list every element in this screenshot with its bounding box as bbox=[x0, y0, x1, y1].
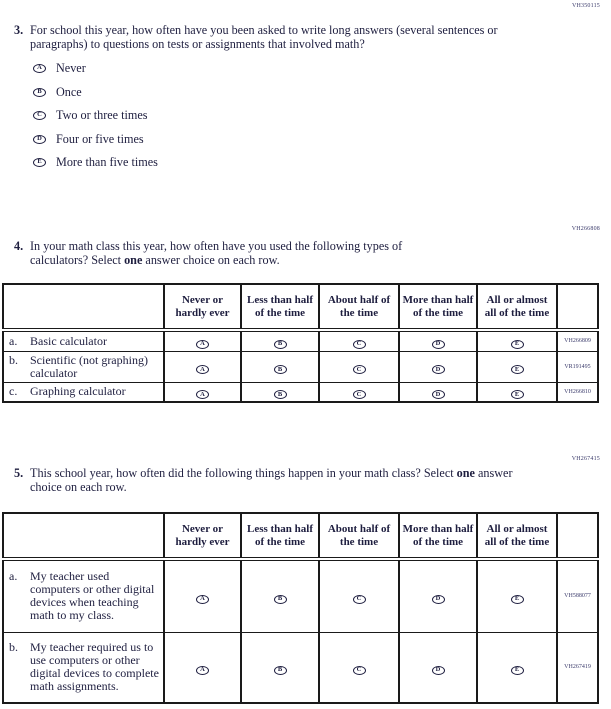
answer-bubble-e[interactable]: E bbox=[511, 340, 524, 349]
question-3-options bbox=[33, 62, 158, 180]
answer-bubble-c[interactable]: C bbox=[353, 595, 366, 604]
q4-response-table bbox=[2, 283, 599, 403]
question-4-text: In your math class this year, how often have you used the following types of calculators? Select one answer choice on each row. bbox=[30, 239, 403, 267]
table-row-teacher-required-devices bbox=[3, 632, 598, 703]
question-4 bbox=[14, 239, 484, 267]
q5-response-table bbox=[2, 512, 599, 704]
item-code-q5: VH267415 bbox=[571, 456, 600, 462]
code-header-cell bbox=[557, 513, 598, 559]
column-header-never: Never or hardly ever bbox=[164, 284, 241, 330]
answer-bubble-b[interactable]: B bbox=[274, 666, 287, 675]
answer-bubble-b[interactable]: B bbox=[274, 365, 287, 374]
item-code-q4: VH266808 bbox=[571, 226, 600, 232]
answer-bubble-b[interactable]: B bbox=[274, 595, 287, 604]
column-header-about-half: About half of the time bbox=[319, 284, 399, 330]
row-label: My teacher required us to use computers or other digital devices to complete math assignments. bbox=[30, 640, 159, 694]
option-never[interactable] bbox=[33, 62, 158, 75]
row-label: Basic calculator bbox=[30, 333, 107, 348]
answer-bubble-d[interactable]: D bbox=[432, 666, 445, 675]
row-id: b. bbox=[9, 640, 18, 655]
question-5 bbox=[14, 466, 524, 494]
row-label: Graphing calculator bbox=[30, 384, 126, 398]
row-label: Scientific (not graphing) calculator bbox=[30, 352, 148, 380]
answer-bubble-a[interactable]: A bbox=[196, 666, 209, 675]
answer-bubble-d[interactable]: D bbox=[432, 340, 445, 349]
answer-bubble-d[interactable]: D bbox=[432, 365, 445, 374]
answer-bubble-c[interactable]: C bbox=[353, 365, 366, 374]
table-header-row bbox=[3, 513, 598, 559]
column-header-never: Never or hardly ever bbox=[164, 513, 241, 559]
table-row-graphing-calculator bbox=[3, 382, 598, 402]
question-4-number: 4. bbox=[14, 239, 24, 253]
column-header-all-or-almost-all: All or almost all of the time bbox=[477, 513, 557, 559]
question-5-text: This school year, how often did the following things happen in your math class? Select one answer choice on each row. bbox=[30, 466, 513, 494]
answer-bubble-a[interactable]: A bbox=[196, 390, 209, 399]
row-label: My teacher used computers or other digital devices when teaching math to my class. bbox=[30, 569, 155, 623]
answer-bubble-c[interactable]: C bbox=[33, 111, 46, 120]
table-header-row bbox=[3, 284, 598, 330]
answer-bubble-d[interactable]: D bbox=[33, 135, 46, 144]
question-3 bbox=[14, 23, 500, 51]
answer-bubble-a[interactable]: A bbox=[196, 340, 209, 349]
answer-bubble-e[interactable]: E bbox=[511, 595, 524, 604]
column-header-less-than-half: Less than half of the time bbox=[241, 513, 319, 559]
option-once[interactable] bbox=[33, 86, 158, 99]
answer-bubble-a[interactable]: A bbox=[33, 64, 46, 73]
answer-bubble-b[interactable]: B bbox=[274, 390, 287, 399]
answer-bubble-c[interactable]: C bbox=[353, 340, 366, 349]
answer-bubble-e[interactable]: E bbox=[33, 158, 46, 167]
row-item-code: VH588077 bbox=[557, 559, 598, 632]
table-row-scientific-calculator bbox=[3, 351, 598, 382]
answer-bubble-a[interactable]: A bbox=[196, 365, 209, 374]
row-item-code: VH266810 bbox=[557, 382, 598, 402]
item-code-q3: VH350115 bbox=[571, 3, 600, 9]
question-3-number: 3. bbox=[14, 23, 24, 37]
answer-bubble-e[interactable]: E bbox=[511, 666, 524, 675]
row-id: c. bbox=[9, 384, 18, 398]
option-two-or-three[interactable] bbox=[33, 109, 158, 122]
option-four-or-five[interactable] bbox=[33, 133, 158, 146]
row-item-code: VH267419 bbox=[557, 632, 598, 703]
answer-bubble-d[interactable]: D bbox=[432, 595, 445, 604]
answer-bubble-c[interactable]: C bbox=[353, 390, 366, 399]
row-id: a. bbox=[9, 333, 18, 348]
table-row-basic-calculator bbox=[3, 330, 598, 351]
option-label: Two or three times bbox=[56, 108, 148, 122]
row-id: a. bbox=[9, 569, 18, 584]
answer-bubble-b[interactable]: B bbox=[33, 88, 46, 97]
empty-header-cell bbox=[3, 284, 164, 330]
column-header-more-than-half: More than half of the time bbox=[399, 284, 477, 330]
option-label: More than five times bbox=[56, 155, 158, 169]
code-header-cell bbox=[557, 284, 598, 330]
option-label: Once bbox=[56, 84, 82, 99]
answer-bubble-b[interactable]: B bbox=[274, 340, 287, 349]
table-row-teacher-used-devices bbox=[3, 559, 598, 632]
row-id: b. bbox=[9, 352, 18, 367]
answer-bubble-d[interactable]: D bbox=[432, 390, 445, 399]
column-header-less-than-half: Less than half of the time bbox=[241, 284, 319, 330]
row-item-code: VH266809 bbox=[557, 330, 598, 351]
answer-bubble-c[interactable]: C bbox=[353, 666, 366, 675]
column-header-about-half: About half of the time bbox=[319, 513, 399, 559]
option-more-than-five[interactable] bbox=[33, 156, 158, 169]
empty-header-cell bbox=[3, 513, 164, 559]
option-label: Four or five times bbox=[56, 131, 144, 146]
question-3-text: For school this year, how often have you been asked to write long answers (several sentences or paragraphs) to questions on tests or assignments that involved math? bbox=[30, 23, 498, 51]
answer-bubble-a[interactable]: A bbox=[196, 595, 209, 604]
answer-bubble-e[interactable]: E bbox=[511, 365, 524, 374]
question-5-number: 5. bbox=[14, 466, 24, 480]
row-item-code: VR191495 bbox=[557, 351, 598, 382]
column-header-more-than-half: More than half of the time bbox=[399, 513, 477, 559]
answer-bubble-e[interactable]: E bbox=[511, 390, 524, 399]
column-header-all-or-almost-all: All or almost all of the time bbox=[477, 284, 557, 330]
option-label: Never bbox=[56, 61, 86, 75]
